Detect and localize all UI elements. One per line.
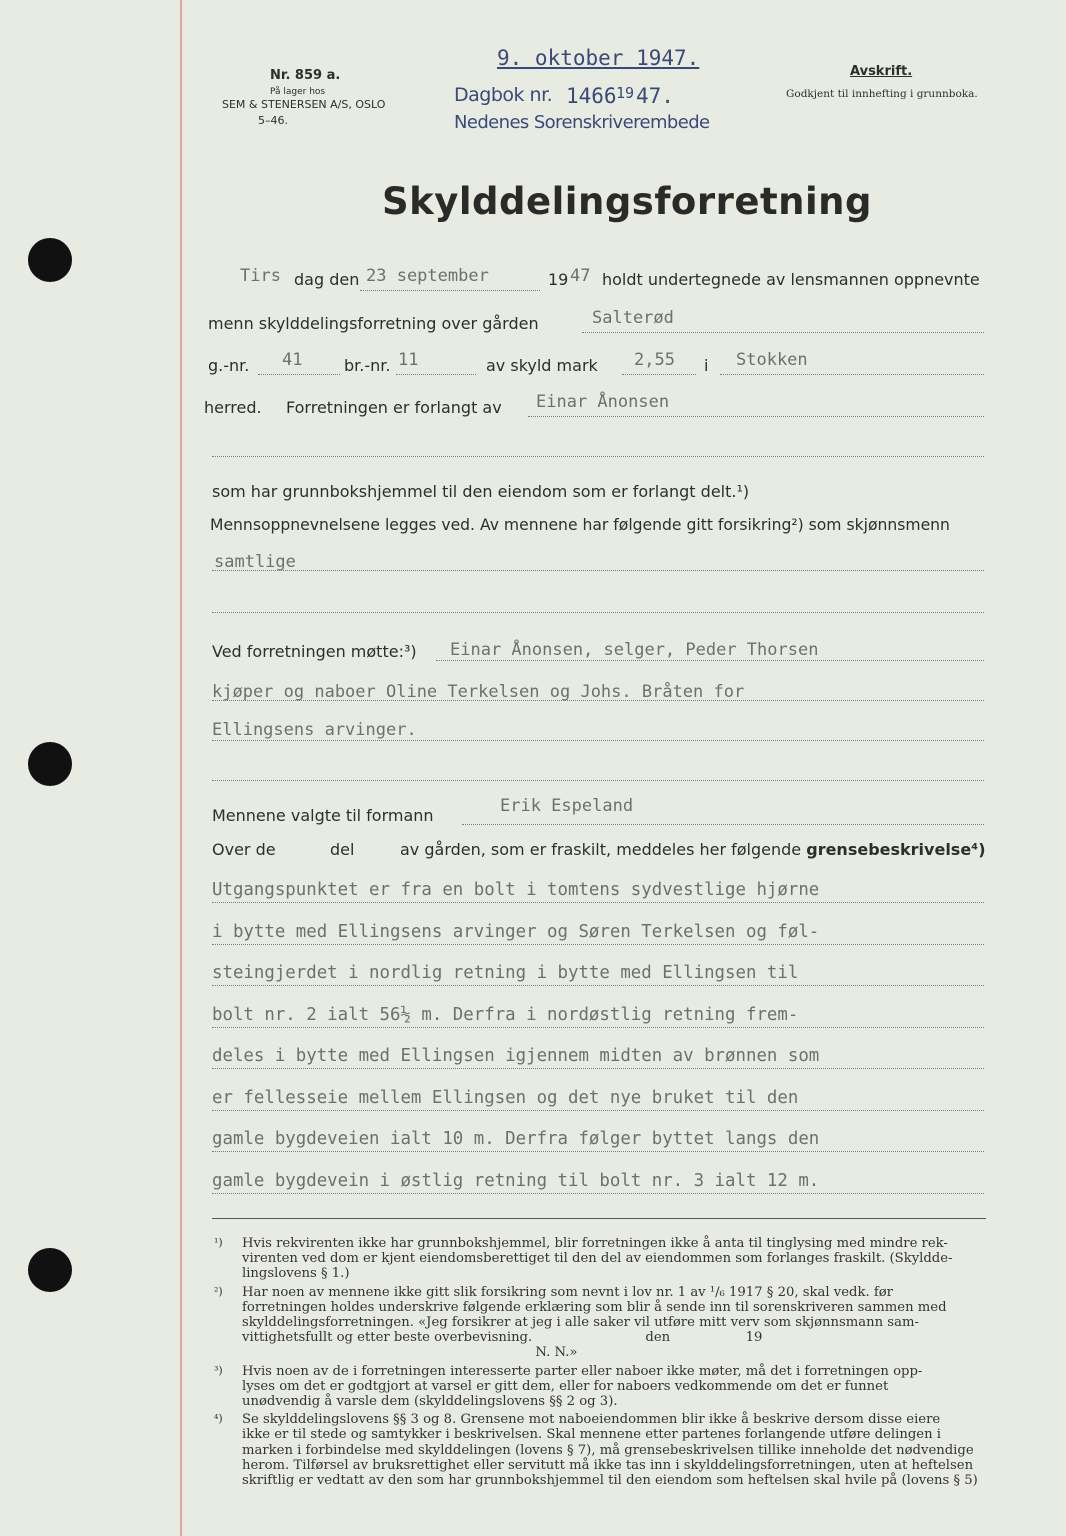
dag-den-label: dag den [294,270,360,289]
date-typed: 23 september [366,266,489,286]
year-typed: 47 [570,266,591,286]
forsikring-typed: samtlige [214,552,296,572]
dotted-line [212,612,984,613]
grense-line [400,840,986,859]
footnote-line: lyses om det er godtgjort at varsel er gitt dem, eller for naboers vedkommende om det er funnet [242,1378,889,1394]
dotted-line [212,944,984,945]
footnote-number: ³) [214,1363,223,1377]
dagbok-number: 1466 [566,84,617,108]
over-de-label: Over de [212,840,276,859]
formann-value: Erik Espeland [500,796,634,816]
footnote-line: vittighetsfullt og etter beste overbevisning. den 19 [242,1330,763,1346]
dotted-line [212,1068,984,1069]
municipality: Stokken [736,350,808,370]
date-stamp: 9. oktober 1947. [497,46,700,70]
mennsoppnevnelse-line: Mennsoppnevnelsene legges ved. Av mennene har følgende gitt forsikring²) som skjønnsmenn [210,516,950,534]
avskrift-note: Godkjent til innhefting i grunnboka. [786,88,978,100]
dotted-line [212,570,984,571]
formann-label: Mennene valgte til formann [212,806,434,825]
dotted-line [720,374,984,375]
form-date: 5–46. [258,114,288,127]
dotted-line [436,660,984,661]
dagbok-year: 47. [636,84,674,108]
description-line: er fellesseie mellem Ellingsen og det nye bruket til den [212,1087,799,1108]
description-line: deles i bytte med Ellingsen igjennem midten av brønnen som [212,1046,820,1066]
bnr-value: 11 [398,350,419,370]
footnote-line: marken i forbindelse med skylddelingen (lovens § 7), må grensebeskrivelsen tillike inneholde det nødvendige [242,1442,974,1458]
skyld-value: 2,55 [634,350,675,370]
gnr-value: 41 [282,350,303,370]
description-line: gamle bygdevein i østlig retning til bolt nr. 3 ialt 12 m. [212,1170,820,1191]
dotted-line [212,780,984,781]
grensebeskrivelse-bold: grensebeskrivelse⁴) [806,840,986,859]
footnote-line: Se skylddelingslovens §§ 3 og 8. Grensene mot naboeiendommen blir ikke å beskrive dersom disse eiere [242,1412,941,1428]
hjemmel-line: som har grunnbokshjemmel til den eiendom som er forlangt delt.¹) [212,482,750,501]
footnote-number: ²) [214,1284,223,1298]
footnote-line: Hvis rekvirenten ikke har grunnbokshjemmel, blir forretningen ikke å anta til tinglysing med mindre rek- [242,1236,948,1251]
description-line: gamle bygdeveien ialt 10 m. Derfra følger byttet langs den [212,1129,820,1149]
footnote-line: skriftlig er vedtatt av den som har grunnbokshjemmel til den eiendom som heftelsen skal hvile på (lovens § 5) [242,1473,978,1488]
description-line: bolt nr. 2 ialt 56½ m. Derfra i nordøstlig retning frem- [212,1004,799,1025]
line2-label: menn skylddelingsforretning over gården [208,314,539,333]
motte-line3: Ellingsens arvinger. [212,720,417,740]
footnote-line: Har noen av mennene ikke gitt slik forsikring som nevnt i lov nr. 1 av ¹/₆ 1917 § 20, skal vedk. før [242,1284,893,1300]
document-title: Skylddelingsforretning [382,180,872,223]
requester-name: Einar Ånonsen [536,392,670,412]
dotted-line [212,1193,984,1194]
footnote-line: virenten ved dom er kjent eiendomsberettiget til den del av eiendommen som forlanges fraskilt. (Skyldde- [242,1251,953,1267]
skyld-label: av skyld mark [486,356,598,375]
dotted-line [582,332,984,333]
dotted-line [396,374,476,375]
footnote-line: N. N.» [242,1345,578,1361]
description-line: Utgangspunktet er fra en bolt i tomtens sydvestlige hjørne [212,880,820,900]
dagbok-year-prefix: 19 [616,84,635,102]
footnote-line: ikke er til stede og samtykker i beskrivelsen. Skal mennene etter partenes forlangende utføre delingen i [242,1427,942,1443]
i-label: i [704,356,709,375]
forlangt-label: Forretningen er forlangt av [286,398,502,417]
dotted-line [360,290,540,291]
office-stamp: Nedenes Sorenskriverembede [454,112,710,133]
dotted-line [212,740,984,741]
dotted-line [212,902,984,903]
dotted-line [212,985,984,986]
dotted-line [258,374,340,375]
dotted-line [212,1110,984,1111]
herred-label: herred. [204,398,262,417]
line1-rest: holdt undertegnede av lensmannen oppnevnte [602,270,980,289]
footnote-line: forretningen holdes underskrive følgende erklæring som blir å sende inn til sorenskriveren sammen med [242,1299,947,1315]
farm-name: Salterød [592,308,674,328]
description-line: steingjerdet i nordlig retning i bytte med Ellingsen til [212,963,799,983]
bnr-label: br.-nr. [344,356,391,375]
dotted-line [528,416,984,417]
footnote-line: herom. Tilførsel av bruksrettighet eller servitutt må ikke tas inn i skylddelingsforretningen, uten at heftelsen [242,1457,974,1473]
motte-label: Ved forretningen møtte:³) [212,642,417,661]
grense-line-text: av gården, som er fraskilt, meddeles her følgende [400,840,802,859]
dotted-line [212,1027,984,1028]
footnote-number: ⁴) [214,1412,223,1426]
punch-hole [28,238,72,282]
footnote-line: skylddelingsforretningen. «Jeg forsikrer at jeg i alle saker vil utføre mitt verv som skjønnsmann sam- [242,1315,919,1330]
punch-hole [28,742,72,786]
footnote-number: ¹) [214,1236,223,1249]
margin-line [180,0,182,1536]
footnote-separator [212,1218,986,1219]
motte-line2: kjøper og naboer Oline Terkelsen og Johs. Bråten for [212,682,745,702]
description-line: i bytte med Ellingsens arvinger og Søren Terkelsen og føl- [212,921,820,942]
dotted-line [462,824,984,825]
publisher-name: SEM & STENERSEN A/S, OSLO [222,98,386,111]
footnote-line: lingslovens § 1.) [242,1266,350,1282]
del-label: del [330,840,355,859]
dotted-line [212,456,984,457]
dagbok-label: Dagbok nr. [454,84,553,106]
dotted-line [622,374,696,375]
year-prefix: 19 [548,270,569,289]
motte-line1: Einar Ånonsen, selger, Peder Thorsen [450,640,819,660]
gnr-label: g.-nr. [208,356,250,375]
footnote-line: Hvis noen av de i forretningen interesserte parter eller naboer ikke møter, må det i forretningen opp- [242,1363,923,1379]
publisher-line: På lager hos [270,87,326,97]
punch-hole [28,1248,72,1292]
form-number: Nr. 859 a. [270,68,341,83]
dotted-line [212,1151,984,1152]
avskrift-title: Avskrift. [850,64,913,79]
footnote-line: unødvendig å varsle dem (skylddelingslovens §§ 2 og 3). [242,1394,618,1409]
weekday-typed: Tirs [240,266,281,286]
